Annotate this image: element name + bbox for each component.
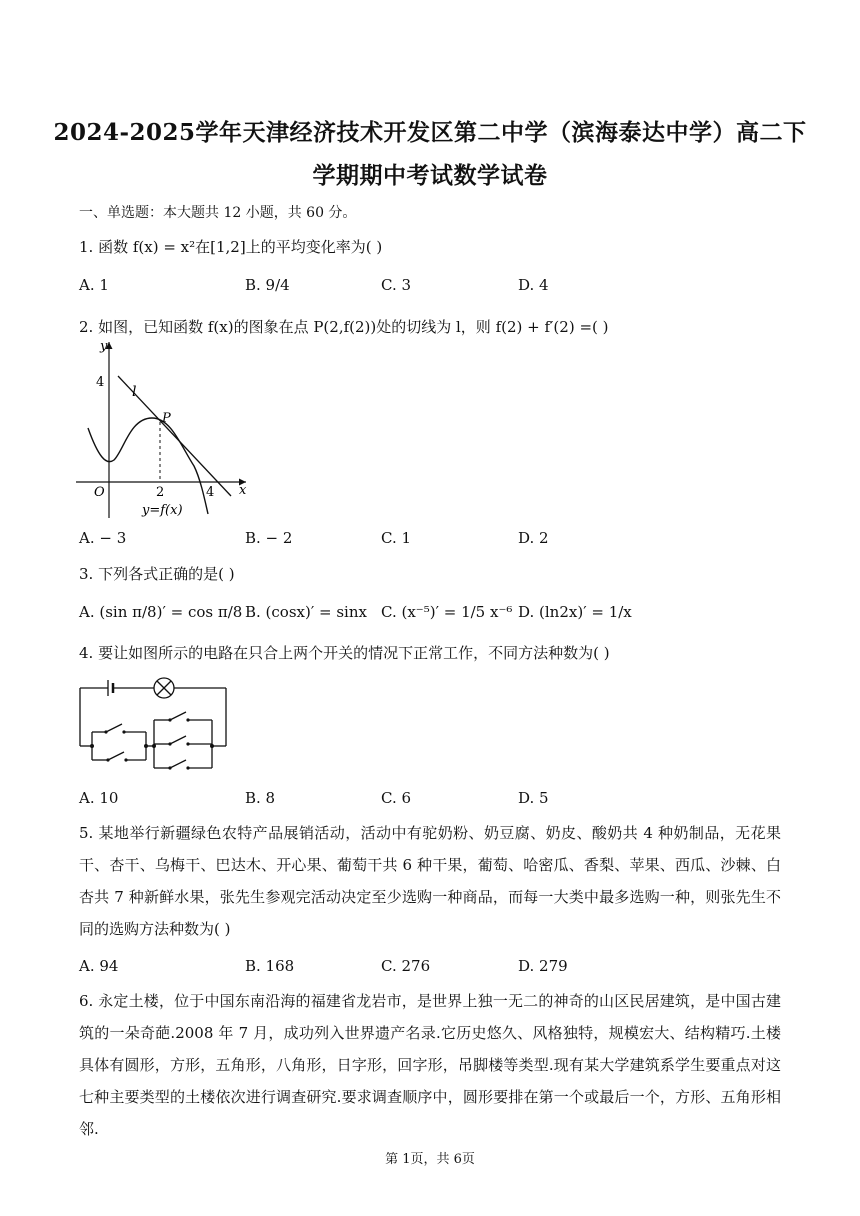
q3-option-a: A. (sin π/8)′ = cos π/8	[79, 603, 243, 621]
q5-option-c: C. 276	[381, 957, 431, 975]
q2-option-a: A. − 3	[79, 529, 127, 547]
circuit-diagram-figure	[76, 672, 232, 776]
q1-option-d: D. 4	[518, 276, 549, 294]
q4-option-d: D. 5	[518, 789, 549, 807]
q4-stem: 4. 要让如图所示的电路在只合上两个开关的情况下正常工作，不同方法种数为( )	[79, 644, 610, 662]
function-curve	[88, 418, 208, 514]
q5-option-a: A. 94	[79, 957, 119, 975]
q5-option-b: B. 168	[245, 957, 295, 975]
q2-option-d: D. 2	[518, 529, 549, 547]
exam-title-line2: 学期期中考试数学试卷	[312, 162, 548, 189]
q1-option-c: C. 3	[381, 276, 412, 294]
q2-option-c: C. 1	[381, 529, 412, 547]
x-tick-2: 2	[156, 485, 165, 500]
q4-option-c: C. 6	[381, 789, 412, 807]
switch-3	[170, 712, 186, 720]
q3-option-b: B. (cosx)′ = sinx	[245, 603, 367, 621]
q6-stem: 6. 永定土楼，位于中国东南沿海的福建省龙岩市，是世界上独一无二的神奇的山区民居建筑，是中国古建筑的一朵奇葩.2008 年 7 月，成功列入世界遗产名录.它历史悠久、风格独特，规模宏大、结构精巧.土楼具体有圆形，方形，五角形，八角形，日字形，回字形，吊脚楼等类型.现有某大学建筑系学生要重点对这七种主要类型的土楼依次进行调查研究.要求调查顺序中，圆形要排在第一个或最后一个，方形、五角形相邻.	[79, 992, 781, 1138]
q2-option-b: B. − 2	[245, 529, 293, 547]
exam-title-line1: 2024-2025学年天津经济技术开发区第二中学（滨海泰达中学）高二下	[53, 119, 807, 146]
y-tick-4: 4	[96, 375, 105, 390]
q4-option-a: A. 10	[79, 789, 119, 807]
point-p-label: P	[162, 411, 171, 426]
q1-stem: 1. 函数 f(x) = x²在[1,2]上的平均变化率为( )	[79, 238, 383, 256]
switch-4	[170, 736, 186, 744]
function-graph-figure	[76, 336, 256, 522]
q5-option-d: D. 279	[518, 957, 568, 975]
q5-stem: 5. 某地举行新疆绿色农特产品展销活动，活动中有驼奶粉、奶豆腐、奶皮、酸奶共 4 种奶制品，无花果干、杏干、乌梅干、巴达木、开心果、葡萄干共 6 种干果，葡萄、哈密瓜、香梨、苹果、西瓜、沙棘、白杏共 7 种新鲜水果，张先生参观完活动决定至少选购一种商品，而每一大类中最多选购一种，则张先生不同的选购方法种数为( )	[79, 824, 781, 938]
q3-option-c: C. (x⁻⁵)′ = 1/5 x⁻⁶	[381, 603, 513, 621]
x-axis-label: x	[239, 483, 247, 498]
q4-option-b: B. 8	[245, 789, 276, 807]
line-l-label: l	[132, 384, 137, 400]
switch-2	[108, 752, 124, 760]
origin-label: O	[94, 485, 105, 500]
x-tick-4: 4	[206, 485, 215, 500]
q3-stem: 3. 下列各式正确的是( )	[79, 565, 235, 583]
switch-1	[106, 724, 122, 732]
q2-stem: 2. 如图，已知函数 f(x)的图象在点 P(2,f(2))处的切线为 l，则 f(2) + f′(2) =( )	[79, 318, 609, 336]
page-footer: 第 1页，共 6页	[385, 1152, 475, 1167]
q1-option-a: A. 1	[79, 276, 109, 294]
y-axis-label: y	[100, 339, 108, 354]
q3-option-d: D. (ln2x)′ = 1/x	[518, 603, 632, 621]
curve-label: y=f(x)	[142, 503, 183, 518]
q1-option-b: B. 9/4	[245, 276, 290, 294]
switch-5	[170, 760, 186, 768]
section-heading: 一、单选题：本大题共 12 小题，共 60 分。	[79, 205, 357, 221]
